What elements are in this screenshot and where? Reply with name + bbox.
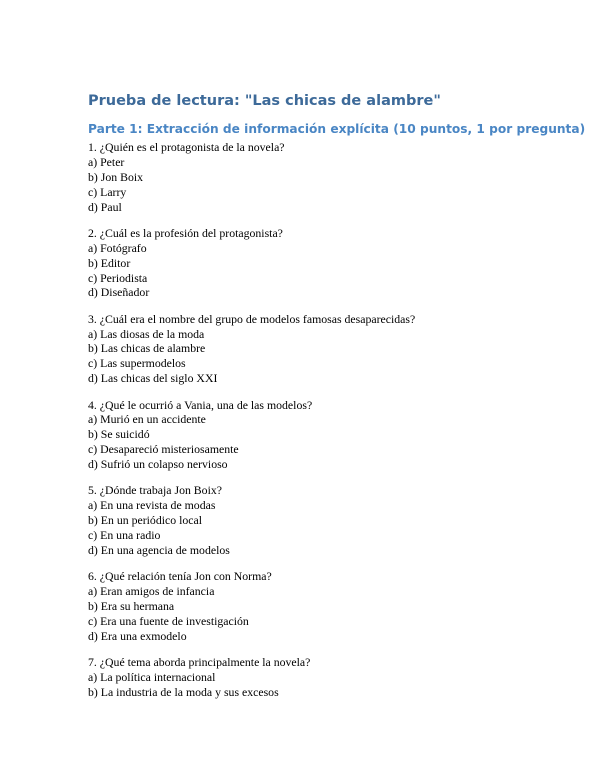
document-title: Prueba de lectura: "Las chicas de alambre" bbox=[88, 93, 441, 109]
answer-option: b) Era su hermana bbox=[88, 599, 175, 613]
answer-option: a) Eran amigos de infancia bbox=[88, 584, 215, 599]
question-2 bbox=[88, 226, 568, 300]
answer-option: c) Las supermodelos bbox=[88, 356, 186, 371]
answer-option: a) Peter bbox=[88, 154, 125, 169]
answer-option: a) Las diosas de la moda bbox=[88, 326, 205, 341]
answer-option: c) Larry bbox=[88, 184, 127, 199]
question-list bbox=[88, 140, 568, 711]
answer-option: a) Fotógrafo bbox=[88, 240, 147, 255]
question-text: 5. ¿Dónde trabaja Jon Boix? bbox=[88, 483, 222, 498]
question-text: 1. ¿Quién es el protagonista de la novela? bbox=[88, 140, 285, 154]
answer-option: b) Editor bbox=[88, 255, 131, 270]
answer-option: a) En una revista de modas bbox=[88, 498, 216, 513]
answer-option: b) Las chicas de alambre bbox=[88, 341, 206, 356]
answer-option: d) Diseñador bbox=[88, 285, 150, 300]
answer-option: b) La industria de la moda y sus excesos bbox=[88, 684, 279, 699]
answer-option: b) Jon Boix bbox=[88, 169, 144, 184]
question-4 bbox=[88, 398, 568, 472]
answer-option: d) En una agencia de modelos bbox=[88, 542, 230, 557]
question-6 bbox=[88, 569, 568, 643]
question-text: 3. ¿Cuál era el nombre del grupo de modelos famosas desaparecidas? bbox=[88, 311, 416, 326]
answer-option: d) Sufrió un colapso nervioso bbox=[88, 457, 228, 472]
answer-option: c) Periodista bbox=[88, 270, 148, 285]
answer-option: a) Murió en un accidente bbox=[88, 412, 206, 427]
question-5 bbox=[88, 483, 568, 557]
answer-option: c) En una radio bbox=[88, 528, 161, 543]
question-text: 4. ¿Qué le ocurrió a Vania, una de las modelos? bbox=[88, 397, 313, 412]
answer-option: b) En un periódico local bbox=[88, 513, 203, 528]
question-text: 2. ¿Cuál es la profesión del protagonista? bbox=[88, 225, 283, 240]
answer-option: d) Paul bbox=[88, 199, 122, 214]
answer-option: d) Era una exmodelo bbox=[88, 628, 187, 643]
question-1 bbox=[88, 140, 568, 214]
question-text: 7. ¿Qué tema aborda principalmente la novela? bbox=[88, 655, 311, 670]
answer-option: c) Era una fuente de investigación bbox=[88, 613, 249, 628]
answer-option: d) Las chicas del siglo XXI bbox=[88, 371, 218, 386]
question-3 bbox=[88, 312, 568, 386]
question-7 bbox=[88, 655, 568, 700]
answer-option: a) La política internacional bbox=[88, 669, 216, 684]
answer-option: b) Se suicidó bbox=[88, 427, 150, 442]
answer-option: c) Desapareció misteriosamente bbox=[88, 442, 239, 457]
question-text: 6. ¿Qué relación tenía Jon con Norma? bbox=[88, 569, 272, 584]
section-heading: Parte 1: Extracción de información explícita (10 puntos, 1 por pregunta) bbox=[88, 122, 586, 136]
